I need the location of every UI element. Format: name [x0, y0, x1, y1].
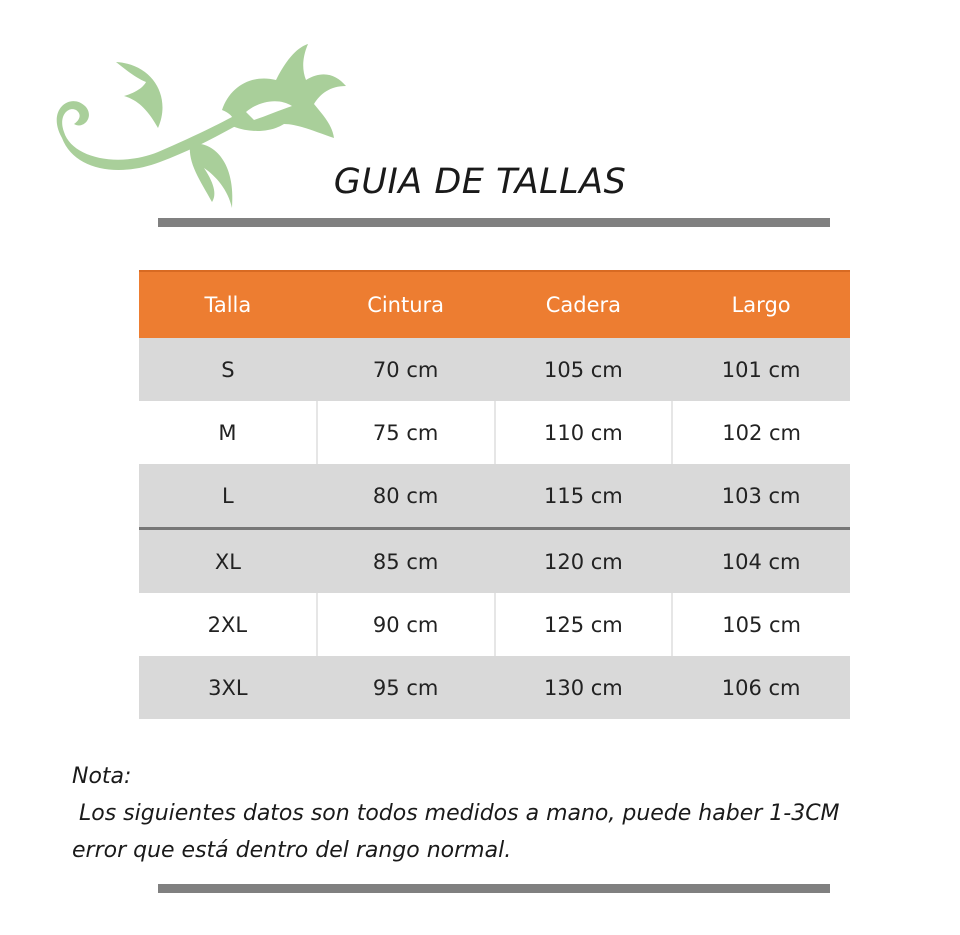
cell-largo: 105 cm [672, 593, 850, 656]
header-largo: Largo [672, 271, 850, 338]
cell-cintura: 85 cm [317, 529, 495, 594]
table-row [139, 593, 850, 656]
note-text-line1: Los siguientes datos son todos medidos a mano, puede haber 1-3CM [72, 801, 840, 826]
cell-largo: 103 cm [672, 464, 850, 529]
note-block [72, 758, 932, 869]
cell-largo: 106 cm [672, 656, 850, 719]
page-title: GUIA DE TALLAS [333, 162, 627, 202]
size-chart-table [139, 270, 850, 719]
table-row [139, 656, 850, 719]
cell-talla: XL [139, 529, 317, 594]
cell-largo: 102 cm [672, 401, 850, 464]
cell-cadera: 105 cm [495, 338, 673, 401]
cell-talla: L [139, 464, 317, 529]
cell-cintura: 70 cm [317, 338, 495, 401]
cell-cintura: 80 cm [317, 464, 495, 529]
table-row [139, 529, 850, 594]
cell-cadera: 130 cm [495, 656, 673, 719]
cell-largo: 104 cm [672, 529, 850, 594]
table-row [139, 401, 850, 464]
table-header-row [139, 271, 850, 338]
cell-cintura: 75 cm [317, 401, 495, 464]
header-cintura: Cintura [317, 271, 495, 338]
table-row [139, 464, 850, 529]
cell-largo: 101 cm [672, 338, 850, 401]
cell-cadera: 125 cm [495, 593, 673, 656]
note-text-line2: error que está dentro del rango normal. [72, 838, 512, 863]
header-talla: Talla [139, 271, 317, 338]
cell-talla: M [139, 401, 317, 464]
cell-talla: S [139, 338, 317, 401]
cell-talla: 3XL [139, 656, 317, 719]
cell-cintura: 95 cm [317, 656, 495, 719]
footer-divider [158, 884, 830, 893]
cell-cadera: 115 cm [495, 464, 673, 529]
cell-talla: 2XL [139, 593, 317, 656]
cell-cadera: 120 cm [495, 529, 673, 594]
cell-cintura: 90 cm [317, 593, 495, 656]
note-label: Nota: [72, 764, 132, 789]
title-divider [158, 218, 830, 227]
header-cadera: Cadera [495, 271, 673, 338]
cell-cadera: 110 cm [495, 401, 673, 464]
table-row [139, 338, 850, 401]
